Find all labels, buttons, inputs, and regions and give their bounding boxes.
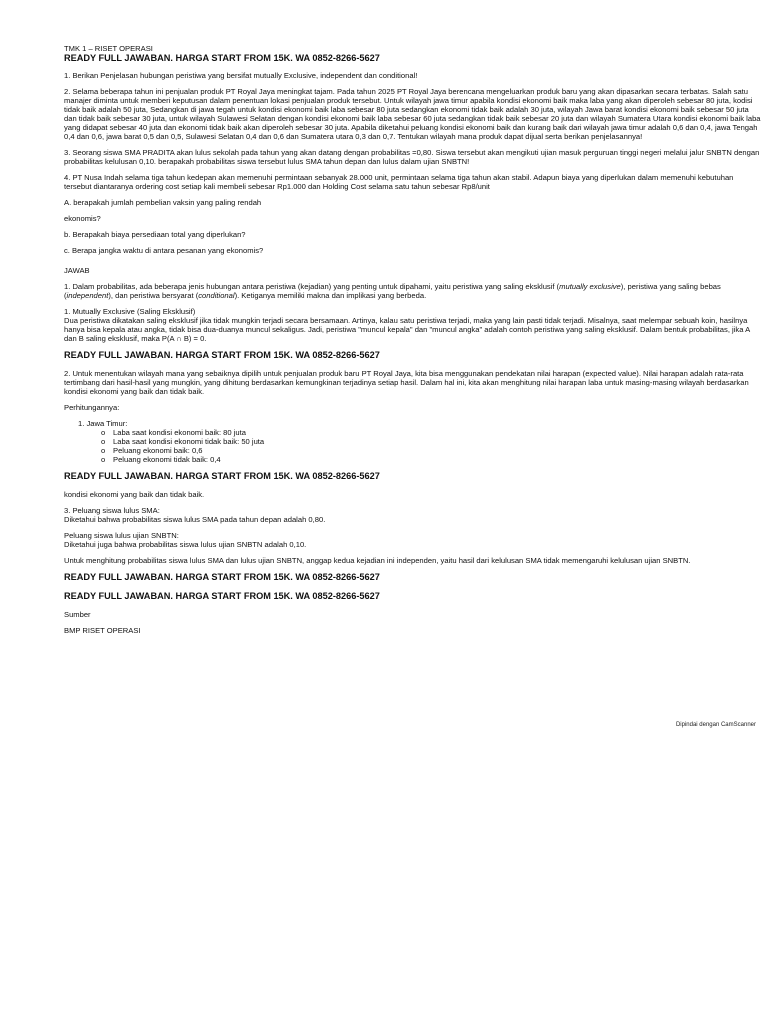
list-item: o Laba saat kondisi ekonomi tidak baik: 50 juta — [101, 437, 762, 446]
answer-3-subtitle: Peluang siswa lulus ujian SNBTN: — [64, 531, 179, 540]
question-2: 2. Selama beberapa tahun ini penjualan produk PT Royal Jaya meningkat tajam. Pada tahun 2025 PT Royal Jaya berencana mengeluarkan produk baru yang akan dipasarkan secara terbatas. Salah satu manajer diminta untuk memberi keputusan dalam penentuan lokasi penjualan produk tersebut. Untuk wilayah jawa timur apabila kondisi ekonomi baik maka laba yang akan diperoleh sebesar 80 juta, kodisi tidak baik adalah 50 juta, Sedangkan di jawa tegah untuk kondisi ekonomi baik laba sebesar 80 juta sedangkan ekonomi tidak baik adalah 30 juta, wilayah Jawa barat kondisi ekonomi baik sebesar 50 juta dan tidak baik sebesar 30 juta, untuk wilayah Sulawesi Selatan dengan kondisi ekonomi baik laba sebesar 60 juta sedangkan tidak baik sebesar 20 juta dan wilayah Sumatera Utara kondisi ekonomi baik laba yang didapat sebesar 40 juta dan ekonomi tidak baik akan diperoleh sebesar 30 juta. Apabila diketahui peluang kondisi ekonomi baik dan kurang baik dari wilayah jawa timur adalah 0,6 dan 0,4, jawa Tengah 0,4 dan 0,6, jawa barat 0,5 dan 0,5, Sulawesi Selatan 0,4 dan 0,6 dan Sumatera utara 0,3 dan 0,7. Tentukan wilayah mana produk dapat dijual serta berikan penjelasannya! — [64, 87, 761, 141]
answer-1-subtitle: 1. Mutually Exclusive (Saling Eksklusif) — [64, 307, 196, 316]
answer-3-line-1: Diketahui bahwa probabilitas siswa lulus SMA pada tahun depan adalah 0,80. — [64, 515, 326, 524]
answer-1-text: ), dan peristiwa bersyarat ( — [108, 291, 199, 300]
list-item: o Laba saat kondisi ekonomi baik: 80 juta — [101, 428, 762, 437]
answer-heading: JAWAB — [64, 266, 90, 275]
promo-banner: READY FULL JAWABAN. HARGA START FROM 15K. WA 0852-8266-5627 — [64, 591, 380, 601]
answer-1-term-conditional: conditional — [198, 291, 235, 300]
question-4a: A. berapakah jumlah pembelian vaksin yang paling rendah — [64, 198, 262, 207]
promo-banner: READY FULL JAWABAN. HARGA START FROM 15K. WA 0852-8266-5627 — [64, 471, 380, 481]
question-1: 1. Berikan Penjelasan hubungan peristiwa yang bersifat mutually Exclusive, independent dan conditional! — [64, 71, 418, 80]
list-item: o Peluang ekonomi baik: 0,6 — [101, 446, 762, 455]
question-4a-continued: ekonomis? — [64, 214, 101, 223]
document-page — [64, 44, 762, 642]
answer-3-part-1 — [64, 506, 762, 524]
answer-1-term-mutually-exclusive: mutually exclusive — [559, 282, 621, 291]
list-item: o Peluang ekonomi tidak baik: 0,4 — [101, 455, 762, 464]
answer-3-line-2: Diketahui juga bahwa probabilitas siswa lulus ujian SNBTN adalah 0,10. — [64, 540, 307, 549]
answer-1-text: ). Ketiganya memiliki makna dan implikasi yang berbeda. — [234, 291, 427, 300]
answer-1 — [64, 282, 762, 300]
answer-1-subsection — [64, 307, 762, 343]
scanner-watermark: Dipindai dengan CamScanner — [675, 722, 756, 728]
answer-3-title: 3. Peluang siswa lulus SMA: — [64, 506, 160, 515]
answer-1-term-independent: independent — [66, 291, 109, 300]
question-4b: b. Berapakah biaya persediaan total yang diperlukan? — [64, 230, 246, 239]
source-label: Sumber — [64, 610, 91, 619]
answer-1-text: ), peristiwa yang saling bebas ( — [64, 282, 721, 300]
answer-2-tail: kondisi ekonomi yang baik dan tidak baik. — [64, 490, 205, 499]
calculation-label: Perhitungannya: — [64, 403, 120, 412]
region-detail-list — [101, 428, 762, 464]
promo-banner: READY FULL JAWABAN. HARGA START FROM 15K. WA 0852-8266-5627 — [64, 350, 380, 360]
answer-1-text: 1. Dalam probabilitas, ada beberapa jenis hubungan antara peristiwa (kejadian) yang penting untuk dipahami, yaitu peristiwa yang saling eksklusif ( — [64, 282, 560, 291]
source-value: BMP RISET OPERASI — [64, 626, 141, 635]
answer-2: 2. Untuk menentukan wilayah mana yang sebaiknya dipilih untuk penjualan produk baru PT Royal Jaya, kita bisa menggunakan pendekatan nilai harapan (expected value). Nilai harapan adalah rata-rata tertimbang dari hasil-hasil yang mungkin, yang dihitung berdasarkan kemungkinan terjadinya setiap hasil. Dalam hal ini, kita akan menghitung nilai harapan laba untuk masing-masing wilayah berdasarkan kondisi ekonomi yang baik dan tidak baik. — [64, 369, 749, 396]
question-4: 4. PT Nusa Indah selama tiga tahun kedepan akan memenuhi permintaan sebanyak 28.000 unit, permintaan selama tiga tahun akan stabil. Adapun biaya yang diperlukan dalam memenuhi kebutuhan tersebut diantaranya ordering cost setiap kali membeli sebesar Rp1.000 dan Holding Cost selama satu tahun sebesar Rp8/unit — [64, 173, 734, 191]
region-list — [78, 419, 762, 428]
answer-1-subbody: Dua peristiwa dikatakan saling eksklusif jika tidak mungkin terjadi secara bersamaan. Artinya, kalau satu peristiwa terjadi, maka yang lain pasti tidak terjadi. Misalnya, saat melempar sebuah koin, hasilnya hanya bisa kepala atau angka, tidak bisa dua-duanya muncul sekaligus. Jadi, peristiwa "muncul kepala" dan "muncul angka" adalah contoh peristiwa yang saling eksklusif. Dalam bentuk probabilitas, jika A dan B saling eksklusif, maka P(A ∩ B) = 0. — [64, 316, 750, 343]
course-title: TMK 1 – RISET OPERASI — [64, 44, 153, 53]
answer-3-line-3: Untuk menghitung probabilitas siswa lulus SMA dan lulus ujian SNBTN, anggap kedua kejadian ini independen, yaitu hasil dari kelulusan SMA tidak memengaruhi kelulusan ujian SNBTN. — [64, 556, 691, 565]
region-jawa-timur: 1. Jawa Timur: — [78, 419, 128, 428]
question-4c: c. Berapa jangka waktu di antara pesanan yang ekonomis? — [64, 246, 264, 255]
question-3: 3. Seorang siswa SMA PRADITA akan lulus sekolah pada tahun yang akan datang dengan probabilitas =0,80. Siswa tersebut akan mengikuti ujian masuk perguruan tinggi negeri melalui jalur SNBTN dengan probabilitas kelulusan 0,10. berapakah probabilitas siswa tersebut lulus SMA tahun depan dan lulus dalam ujian SNBTN! — [64, 148, 760, 166]
promo-banner: READY FULL JAWABAN. HARGA START FROM 15K. WA 0852-8266-5627 — [64, 572, 380, 582]
promo-banner: READY FULL JAWABAN. HARGA START FROM 15K. WA 0852-8266-5627 — [64, 53, 380, 63]
answer-3-part-2 — [64, 531, 762, 549]
